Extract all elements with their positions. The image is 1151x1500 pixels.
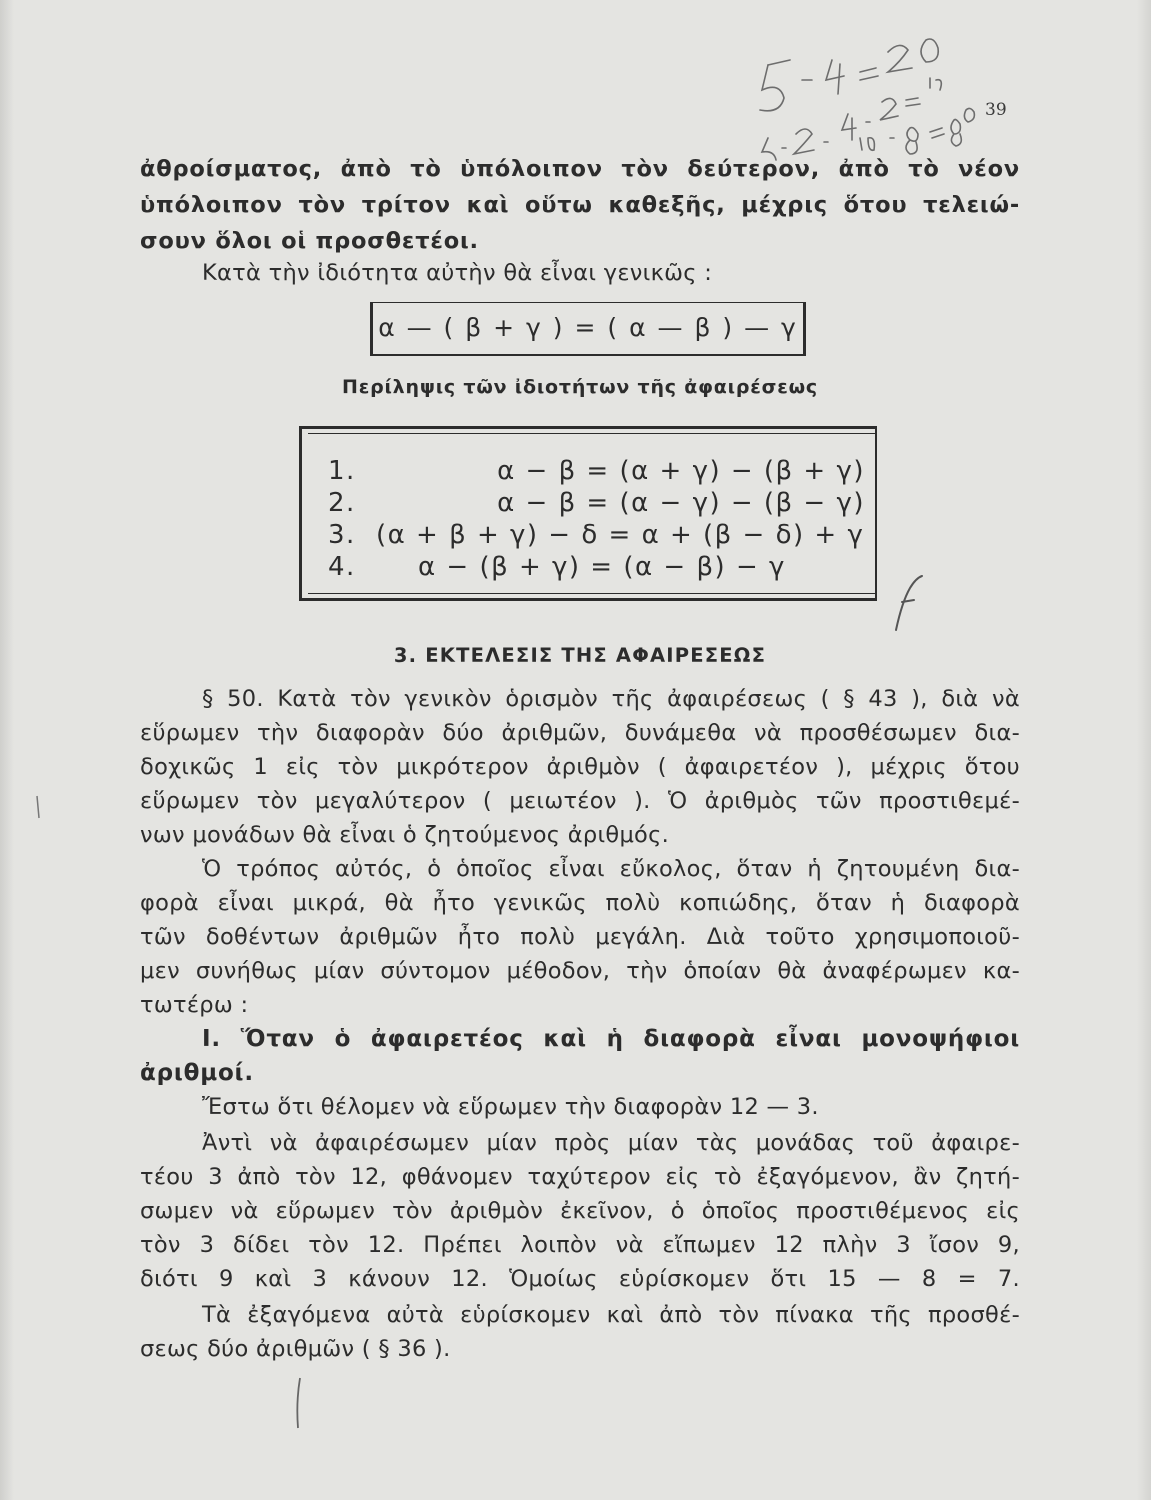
- margin-mark: [290, 1376, 306, 1432]
- intro-line-3: σουν ὅλοι οἱ προσθετέοι.: [140, 228, 479, 254]
- summary-row-number: 3.: [328, 520, 356, 550]
- general-property-line: Κατὰ τὴν ἰδιότητα αὐτὴν θὰ εἶναι γενικῶς :: [202, 260, 713, 286]
- summary-table-inner: [308, 433, 877, 594]
- instead-line-1: Ἀντὶ νὰ ἀφαιρέσωμεν μίαν πρὸς μίαν τὰς μονάδας τοῦ ἀφαιρε-: [202, 1130, 1020, 1156]
- summary-row-number: 1.: [328, 456, 356, 486]
- method-line-4: μεν συνήθως μίαν σύντομον μέθοδον, τὴν ὁποίαν θὰ ἀναφέρωμεν κα-: [140, 958, 1020, 984]
- page-number: 39: [985, 100, 1007, 120]
- summary-row-number: 4.: [328, 552, 356, 582]
- instead-line-3: σωμεν νὰ εὕρωμεν τὸν ἀριθμὸν ἐκεῖνον, ὁ ὁποῖος προστιθέμενος εἰς: [140, 1198, 1020, 1224]
- paragraph-50-line-5: νων μονάδων θὰ εἶναι ὁ ζητούμενος ἀριθμός.: [140, 822, 670, 848]
- summary-title: Περίληψις τῶν ἰδιοτήτων τῆς ἀφαιρέσεως: [342, 376, 818, 398]
- summary-row-formula: α − (β + γ) = (α − β) − γ: [418, 552, 786, 582]
- scan-shadow-left: [0, 0, 14, 1500]
- intro-line-1: ἀθροίσματος, ἀπὸ τὸ ὑπόλοιπον τὸν δεύτερον, ἀπὸ τὸ νέον: [140, 156, 1020, 182]
- example-line: Ἔστω ὅτι θέλομεν νὰ εὕρωμεν τὴν διαφορὰν 12 — 3.: [202, 1094, 819, 1120]
- handwritten-calculation: [740, 10, 980, 170]
- summary-row: [328, 518, 865, 552]
- summary-row-number: 2.: [328, 488, 356, 518]
- margin-mark: [32, 794, 44, 822]
- case-one-line-1: Ι. Ὅταν ὁ ἀφαιρετέος καὶ ἡ διαφορὰ εἶναι μονοψήφιοι: [202, 1026, 1020, 1052]
- summary-row: [328, 550, 865, 584]
- property-formula: α — ( β + γ ) = ( α — β ) — γ: [378, 313, 798, 342]
- instead-line-4: τὸν 3 δίδει τὸν 12. Πρέπει λοιπὸν νὰ εἴπωμεν 12 πλὴν 3 ἴσον 9,: [140, 1232, 1020, 1258]
- method-line-1: Ὁ τρόπος αὐτός, ὁ ὁποῖος εἶναι εὔκολος, ὅταν ἡ ζητουμένη δια-: [202, 856, 1020, 882]
- paragraph-50-line-1: § 50. Κατὰ τὸν γενικὸν ὁρισμὸν τῆς ἀφαιρέσεως ( § 43 ), διὰ νὰ: [202, 686, 1020, 712]
- summary-row: [328, 486, 865, 520]
- case-one-line-2: ἀριθμοί.: [140, 1060, 254, 1086]
- section-heading: 3. ΕΚΤΕΛΕΣΙΣ ΤΗΣ ΑΦΑΙΡΕΣΕΩΣ: [393, 644, 767, 667]
- intro-line-2: ὑπόλοιπον τὸν τρίτον καὶ οὕτω καθεξῆς, μέχρις ὅτου τελειώ-: [140, 192, 1020, 218]
- table-reference-line-2: σεως δύο ἀριθμῶν ( § 36 ).: [140, 1336, 451, 1362]
- paragraph-50-line-3: δοχικῶς 1 εἰς τὸν μικρότερον ἀριθμὸν ( ἀφαιρετέον ), μέχρις ὅτου: [140, 754, 1020, 780]
- summary-row-formula: α − β = (α + γ) − (β + γ): [497, 456, 865, 486]
- summary-table: [299, 426, 877, 601]
- summary-row: [328, 454, 865, 488]
- pencil-check-mark: [888, 572, 928, 638]
- method-line-5: τωτέρω :: [140, 992, 249, 1018]
- instead-line-5: διότι 9 καὶ 3 κάνουν 12. Ὁμοίως εὑρίσκομεν ὅτι 15 — 8 = 7.: [140, 1266, 1020, 1292]
- summary-row-formula: α − β = (α − γ) − (β − γ): [497, 488, 865, 518]
- summary-row-formula: (α + β + γ) − δ = α + (β − δ) + γ: [376, 520, 865, 550]
- paragraph-50-line-2: εὕρωμεν τὴν διαφορὰν δύο ἀριθμῶν, δυνάμεθα νὰ προσθέσωμεν δια-: [140, 720, 1020, 746]
- method-line-3: τῶν δοθέντων ἀριθμῶν ἦτο πολὺ μεγάλη. Διὰ τοῦτο χρησιμοποιοῦ-: [140, 924, 1020, 950]
- method-line-2: φορὰ εἶναι μικρά, θὰ ἦτο γενικῶς πολὺ κοπιώδης, ὅταν ἡ διαφορὰ: [140, 890, 1020, 916]
- instead-line-2: τέου 3 ἀπὸ τὸν 12, φθάνομεν ταχύτερον εἰς τὸ ἐξαγόμενον, ἂν ζητή-: [140, 1164, 1020, 1190]
- table-reference-line-1: Τὰ ἐξαγόμενα αὐτὰ εὑρίσκομεν καὶ ἀπὸ τὸν πίνακα τῆς προσθέ-: [202, 1302, 1020, 1328]
- scan-shadow-right: [1137, 0, 1151, 1500]
- paragraph-50-line-4: εὕρωμεν τὸν μεγαλύτερον ( μειωτέον ). Ὁ ἀριθμὸς τῶν προστιθεμέ-: [140, 788, 1020, 814]
- property-formula-box: [370, 302, 806, 356]
